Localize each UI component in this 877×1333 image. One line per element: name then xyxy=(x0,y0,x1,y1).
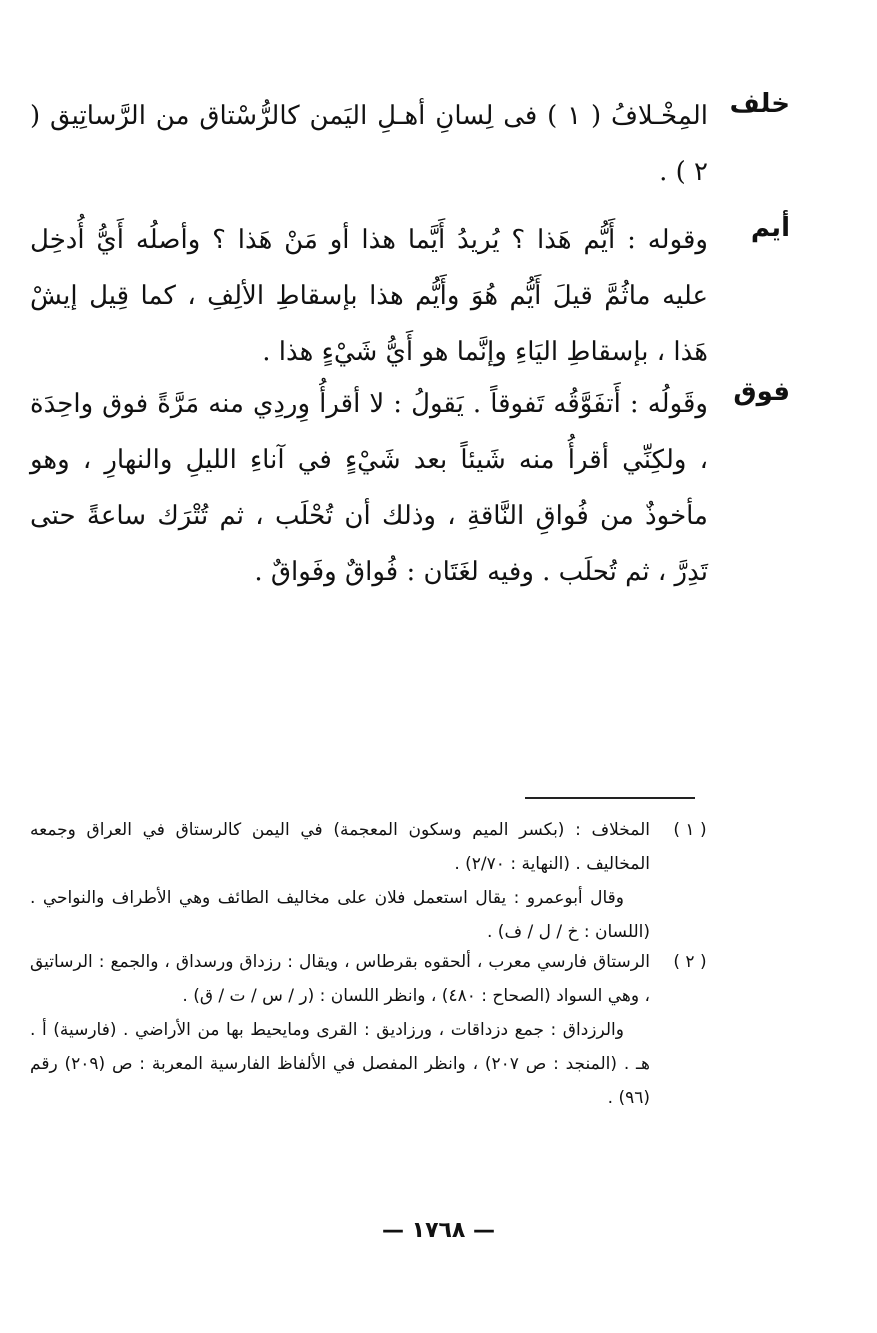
headword: فوق xyxy=(733,377,790,407)
page-number: — ١٧٦٨ — xyxy=(381,1218,496,1243)
footnote-number: ( ١ ) xyxy=(673,820,707,840)
footnote-divider xyxy=(525,797,695,799)
footnote-paragraph: الرستاق فارسي معرب ، ألحقوه بقرطاس ، ويقال : رزداق ورسداق ، والجمع : الرساتيق ، وهي السواد (الصحاح : ٤٨٠) ، وانظر اللسان : (ر / س / ت / ق) . xyxy=(30,952,650,1006)
footnote-paragraph: المخلاف : (بكسر الميم وسكون المعجمة) في اليمن كالرستاق في العراق وجمعه المخاليف . (النهاية : ٢/٧٠) . xyxy=(30,820,650,874)
entry-text: المِخْـلافُ ( ١ ) فى لِسانِ أهـلِ اليَمن كالرُّسْتاق من الرَّساتِيق ( ٢ ) . xyxy=(30,101,708,187)
footnote-paragraph: والرزداق : جمع دزداقات ، ورزاديق : القرى ومايحيط بها من الأراضي . (فارسية) أ . هـ . (المنجد : ص ٢٠٧) ، وانظر المفصل في الألفاظ الفارسية المعربة : ص (٢٠٩) رقم (٩٦) . xyxy=(30,1020,650,1108)
entry-text: وقَولُه : أَتفَوَّقُه تَفوقاً . يَقولُ : لا أقرأُ وِردِي منه مَرَّةً فوق واحِدَة ، ولكِنِّي أقرأُ منه شَيئاً بعد شَيْءٍ في آناءِ الليلِ والنهارِ ، وهو مأخوذٌ من فُواقِ النَّاقةِ ، وذلك أن تُحْلَب ، ثم تُتْرَك ساعةً حتى تَدِرَّ ، ثم تُحلَب . وفيه لغَتَان : فُواقٌ وفَواقٌ . xyxy=(30,389,708,587)
footnote-paragraph: وقال أبوعمرو : يقال استعمل فلان على مخاليف الطائف وهي الأطراف والنواحي . (اللسان : خ / ل / ف) . xyxy=(30,888,650,942)
headword: أيم xyxy=(750,213,790,243)
footnote-2 xyxy=(30,945,710,1115)
entry-text: وقوله : أَيُّم هَذا ؟ يُريدُ أَيَّما هذا أو مَنْ هَذا ؟ وأصلُه أَيُّ أُدخِل عليه ماثُمَّ قيلَ أَيُّم هُوَ وأَيُّم هذا بإسقاطِ الألِفِ ، كما قِيل إيشْ هَذا ، بإسقاطِ اليَاءِ وإنَّما هو أَيُّ شَيْءٍ هذا . xyxy=(30,225,708,367)
footnote-number: ( ٢ ) xyxy=(673,952,707,972)
headword: خلف xyxy=(729,89,790,119)
footnote-1 xyxy=(30,813,710,949)
